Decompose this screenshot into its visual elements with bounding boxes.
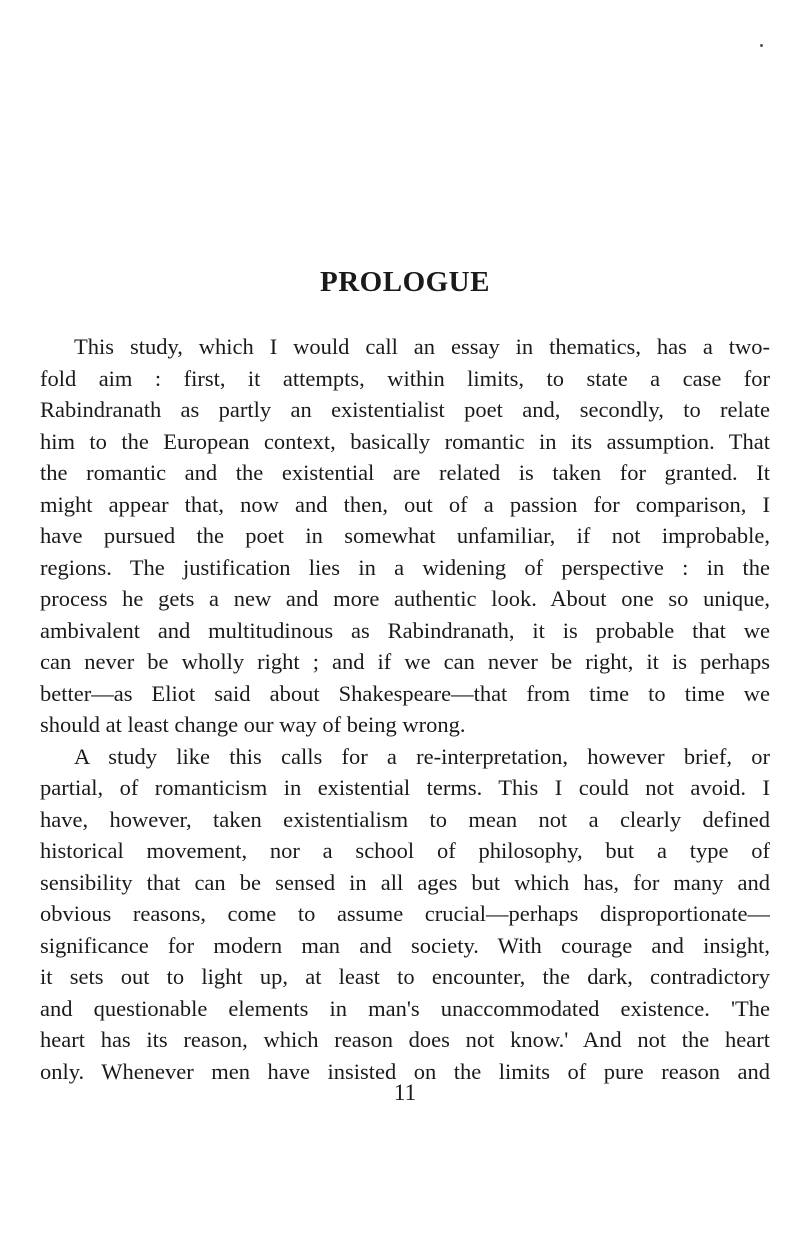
text-line: have, however, taken existentialism to mean not a clearly defined	[40, 806, 770, 832]
text-line: Rabindranath as partly an existentialist poet and, secondly, to relate	[40, 397, 770, 422]
text-line: should at least change our way of being wrong.	[40, 712, 466, 737]
text-line: obvious reasons, come to assume crucial—perhaps disproportionate—	[40, 901, 770, 926]
text-line: the romantic and the existential are related is taken for granted. It	[40, 460, 770, 485]
text-line: historical movement, nor a school of philosophy, but a type of	[40, 838, 770, 863]
text-line: might appear that, now and then, out of a passion for comparison, I	[40, 491, 770, 517]
chapter-title: PROLOGUE	[320, 266, 490, 298]
scan-speck	[760, 44, 763, 47]
text-line: sensibility that can be sensed in all ages but which has, for many and	[40, 869, 770, 895]
text-line: can never be wholly right ; and if we can never be right, it is perhaps	[40, 649, 770, 674]
text-line: This study, which I would call an essay in thematics, has a two-	[74, 334, 770, 359]
text-line: him to the European context, basically romantic in its assumption. That	[40, 428, 770, 454]
text-line: A study like this calls for a re-interpretation, however brief, or	[74, 743, 770, 769]
text-line: only. Whenever men have insisted on the limits of pure reason and	[40, 1058, 770, 1084]
text-line: significance for modern man and society. With courage and insight,	[40, 932, 770, 958]
page-number: 11	[393, 1080, 417, 1105]
text-line: regions. The justification lies in a widening of perspective : in the	[40, 554, 770, 580]
text-line: fold aim : first, it attempts, within limits, to state a case for	[40, 365, 770, 391]
body-text	[40, 331, 770, 1087]
paragraph-1	[40, 331, 770, 741]
text-line: it sets out to light up, at least to encounter, the dark, contradictory	[40, 964, 770, 989]
paragraph-2	[40, 741, 770, 1088]
text-line: better—as Eliot said about Shakespeare—that from time to time we	[40, 680, 770, 706]
text-line: process he gets a new and more authentic look. About one so unique,	[40, 586, 770, 611]
text-line: heart has its reason, which reason does not know.' And not the heart	[40, 1027, 770, 1052]
text-line: ambivalent and multitudinous as Rabindranath, it is probable that we	[40, 617, 770, 643]
text-line: have pursued the poet in somewhat unfamiliar, if not improbable,	[40, 523, 770, 548]
text-line: and questionable elements in man's unaccommodated existence. 'The	[40, 995, 770, 1021]
text-line: partial, of romanticism in existential terms. This I could not avoid. I	[40, 775, 770, 800]
